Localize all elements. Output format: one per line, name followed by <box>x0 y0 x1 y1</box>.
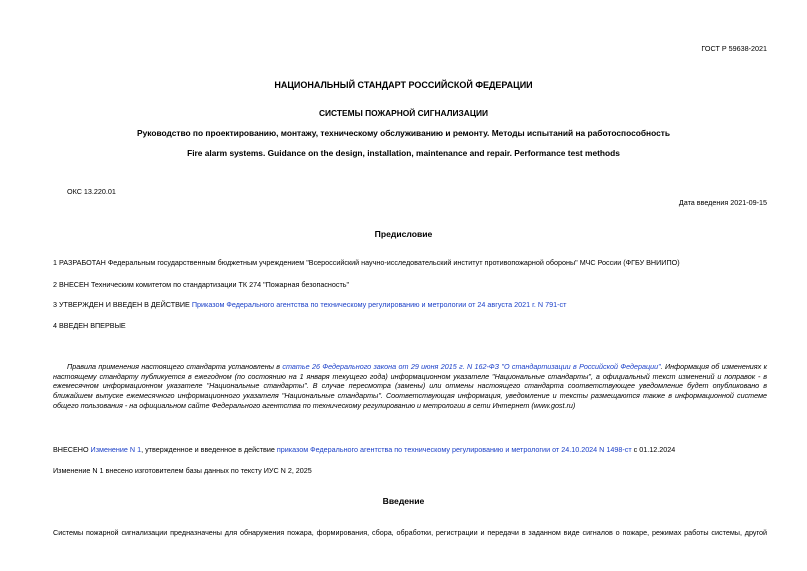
amendment-middle: , утвержденное и введенное в действие <box>141 445 277 454</box>
oks-code: ОКС 13.220.01 <box>67 187 116 196</box>
amendment-note: Изменение N 1 внесено изготовителем базы данных по тексту ИУС N 2, 2025 <box>53 466 312 475</box>
amendment-prefix: ВНЕСЕНО <box>53 445 91 454</box>
order-1498-link[interactable]: приказом Федерального агентства по техническому регулированию и метрологии от 24.10.2024 N 1498-ст <box>276 445 632 454</box>
rules-text-2: . Информация об изменениях к настоящему стандарту публикуется в ежегодном (по состоянию на 1 января текущего года) информационном указателе "Национальные стандарты", а официальный текст изменений и поправок - в ежемесячном информационном указателе "Национальные стандарты". В случае пересмотра (замены) или отмены настоящего стандарта соответствующее уведомление будет опубликовано в ближайшем выпуске ежемесячного информационного указателя "Национальные стандарты". Соответствующая информация, уведомление и тексты размещаются также в информационной системе общего пользования - на официальном сайте Федерального агентства по техническому регулированию и метрологии в сети Интернет (www.gost.ru) <box>53 362 767 410</box>
introduction-date: Дата введения 2021-09-15 <box>678 198 767 207</box>
foreword-item-2: 2 ВНЕСЕН Техническим комитетом по стандартизации ТК 274 "Пожарная безопасность" <box>53 280 350 289</box>
introduction-text: Системы пожарной сигнализации предназначены для обнаружения пожара, формирования, сбора, обработки, регистрации и передачи в заданном виде сигналов о пожаре, режимах работы системы, другой <box>53 528 767 537</box>
national-standard-heading: НАЦИОНАЛЬНЫЙ СТАНДАРТ РОССИЙСКОЙ ФЕДЕРАЦИИ <box>274 80 533 90</box>
federal-law-link[interactable]: статье 26 Федерального закона от 29 июня 2015 г. N 162-ФЗ "О стандартизации в Российской Федерации" <box>282 362 661 371</box>
amendment-line <box>53 445 675 455</box>
rules-paragraph <box>53 362 767 411</box>
amendment-suffix: с 01.12.2024 <box>631 445 676 454</box>
document-subtitle-ru: Руководство по проектированию, монтажу, техническому обслуживанию и ремонту. Методы испытаний на работоспособность <box>137 128 670 138</box>
document-subtitle-en: Fire alarm systems. Guidance on the design, installation, maintenance and repair. Performance test methods <box>187 148 620 158</box>
foreword-item-1: 1 РАЗРАБОТАН Федеральным государственным бюджетным учреждением "Всероссийский научно-исследовательский институт противопожарной обороны" МЧС России (ФГБУ ВНИИПО) <box>53 258 680 267</box>
amendment-1-link[interactable]: Изменение N 1 <box>90 445 142 454</box>
order-791-link[interactable]: Приказом Федерального агентства по техническому регулированию и метрологии от 24 августа 2021 г. N 791-ст <box>191 300 567 309</box>
foreword-item-3 <box>53 300 566 310</box>
introduction-heading: Введение <box>382 496 425 506</box>
rules-text-1: Правила применения настоящего стандарта установлены в <box>67 362 283 371</box>
foreword-item-3-text: 3 УТВЕРЖДЕН И ВВЕДЕН В ДЕЙСТВИЕ <box>53 300 192 309</box>
foreword-item-4: 4 ВВЕДЕН ВПЕРВЫЕ <box>53 321 126 330</box>
document-code: ГОСТ Р 59638-2021 <box>701 44 767 53</box>
document-title: СИСТЕМЫ ПОЖАРНОЙ СИГНАЛИЗАЦИИ <box>318 108 488 118</box>
foreword-heading: Предисловие <box>374 229 433 239</box>
